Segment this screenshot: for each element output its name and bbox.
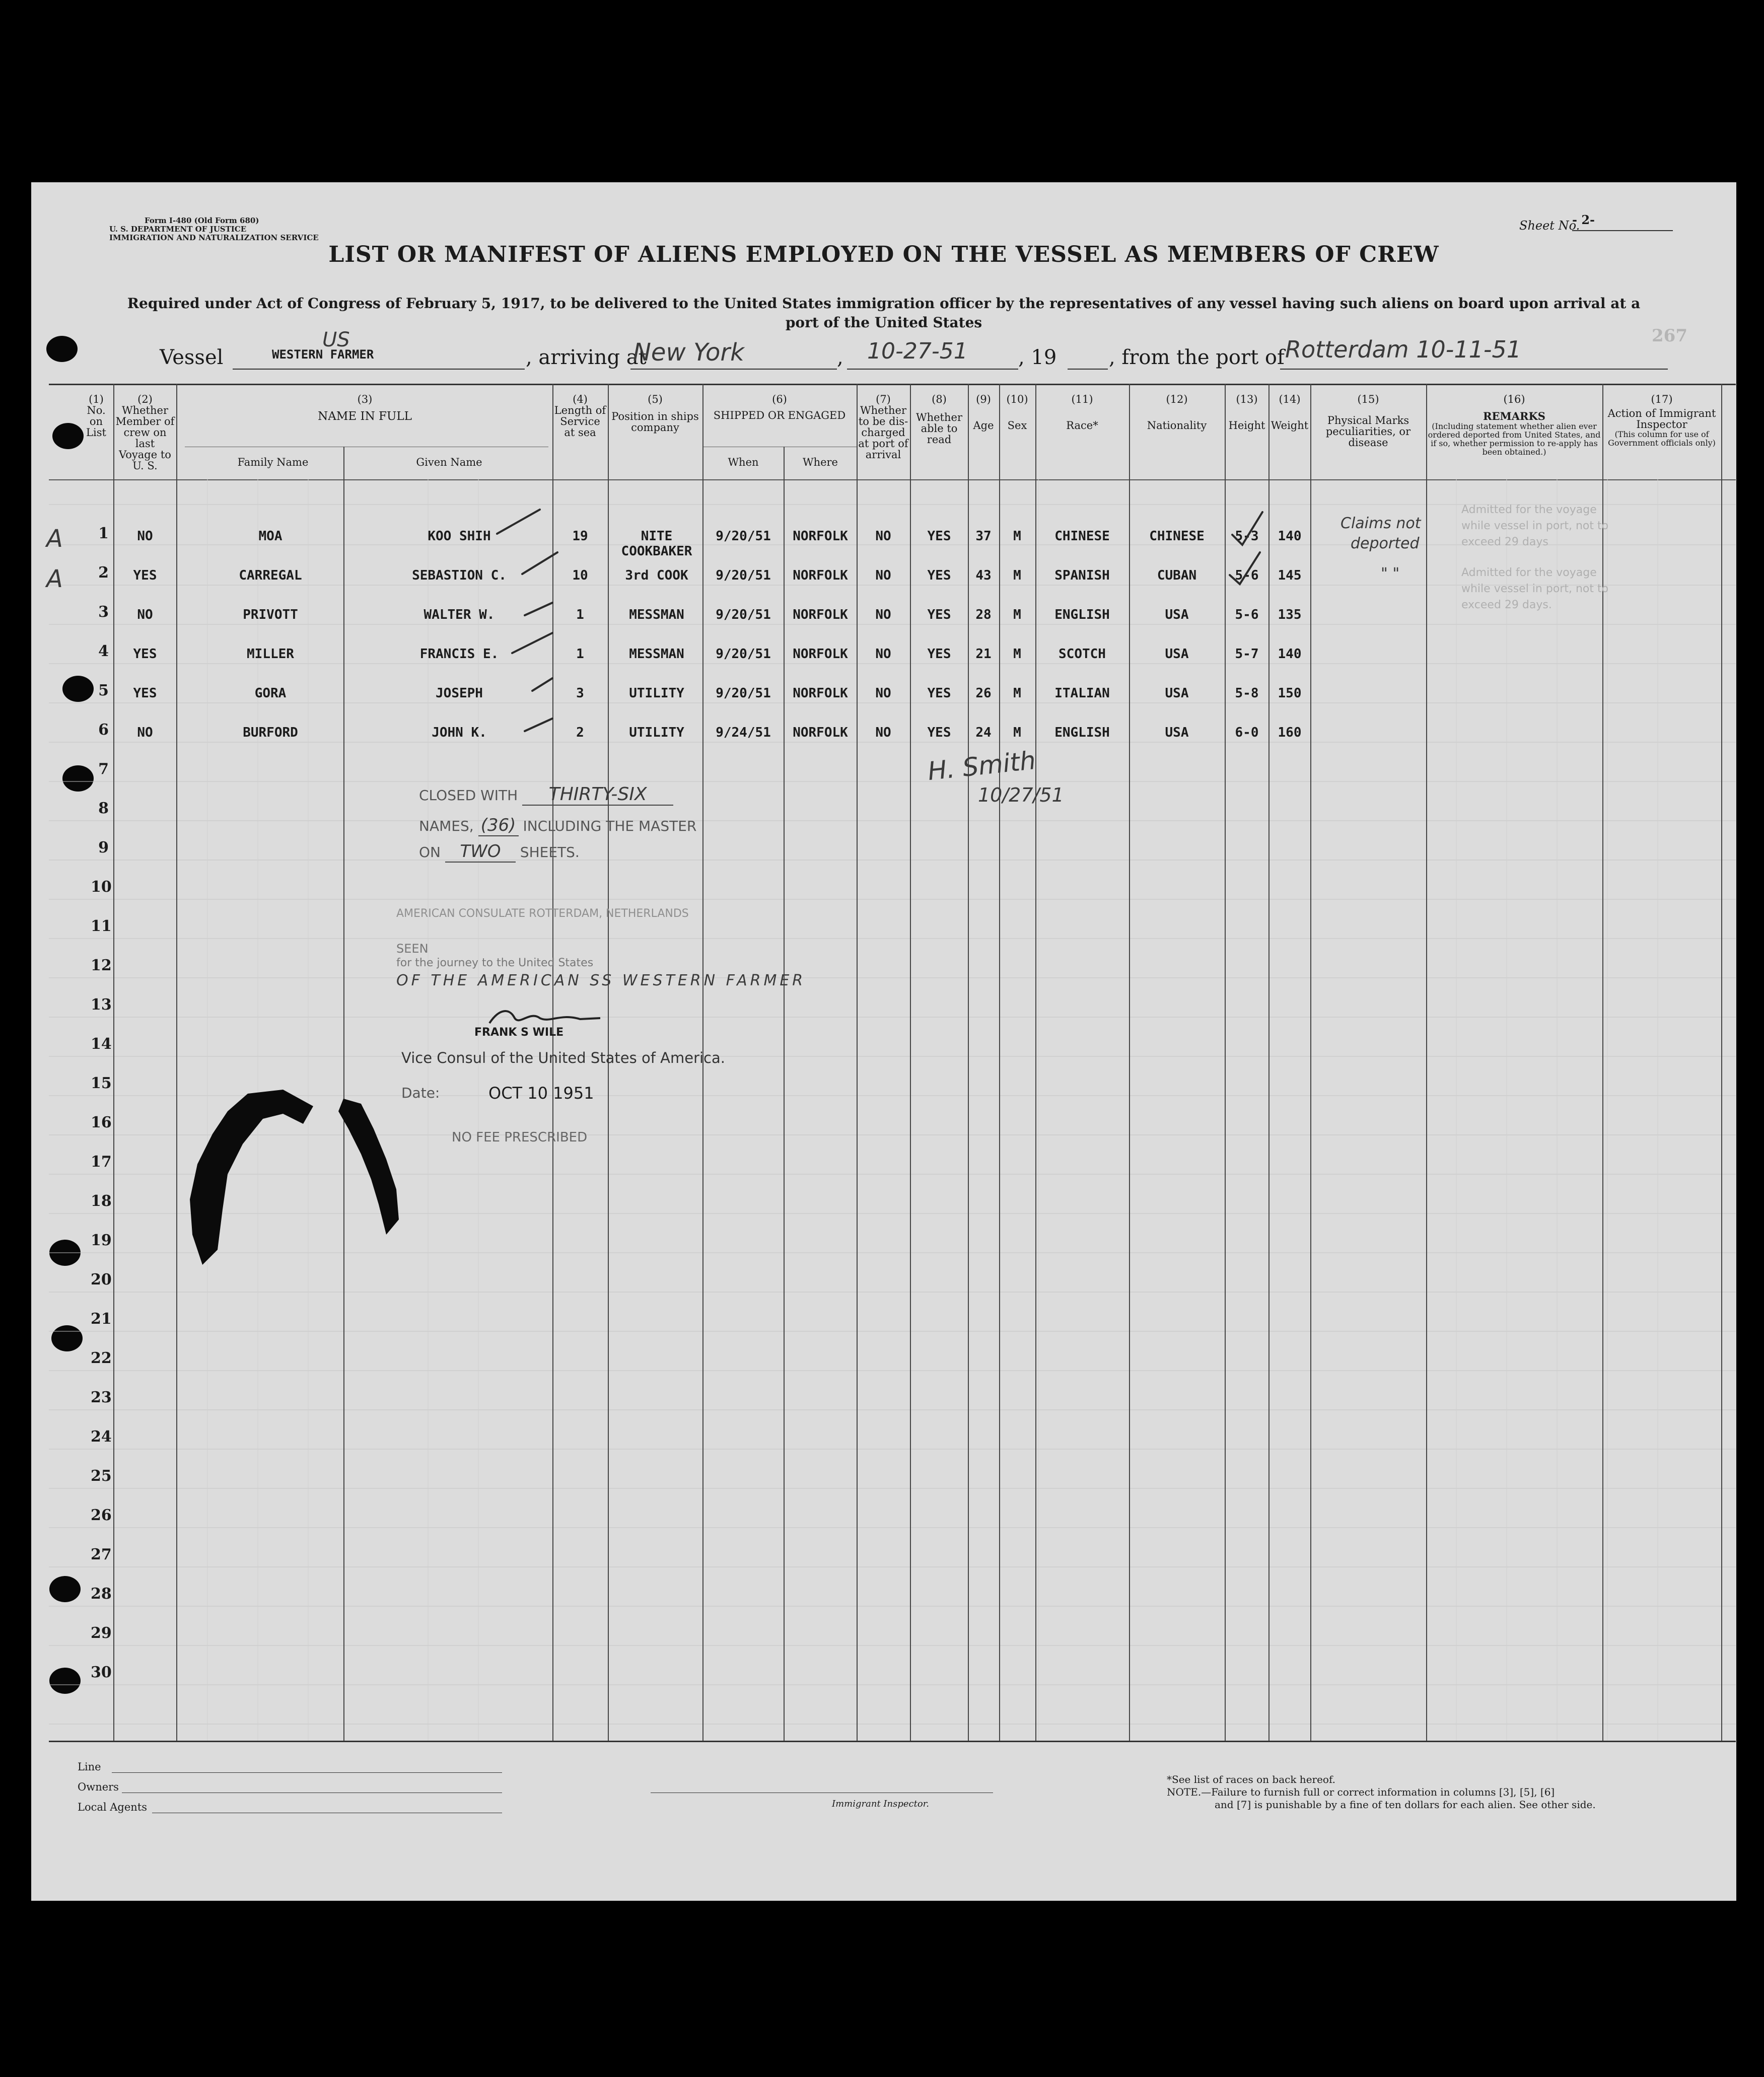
crew-family-name: PRIVOTT bbox=[243, 607, 298, 622]
crew-service-length: 1 bbox=[576, 607, 584, 622]
crew-able-to-read: YES bbox=[927, 725, 951, 740]
row-number: 22 bbox=[91, 1349, 112, 1367]
col-header-read: (8) Whether able to read bbox=[916, 393, 962, 446]
crew-prev-voyage: NO bbox=[137, 607, 153, 622]
crew-nationality: USA bbox=[1165, 607, 1189, 622]
crew-nationality: USA bbox=[1165, 686, 1189, 701]
row-number: 4 bbox=[98, 642, 109, 660]
closing-stamp: CLOSED WITH THIRTY-SIX NAMES, (36) INCLUDING THE MASTER ON TWO SHEETS. bbox=[419, 784, 697, 862]
col-header-previous-voyage: (2) Whether Member of crew on last Voyage to U. S. bbox=[115, 393, 175, 472]
crew-prev-voyage: NO bbox=[137, 529, 153, 544]
col-header-age: (9) Age bbox=[973, 393, 994, 432]
crew-weight: 135 bbox=[1278, 607, 1302, 622]
crew-family-name: MOA bbox=[258, 529, 283, 544]
crew-age: 26 bbox=[975, 686, 992, 701]
crew-family-name: BURFORD bbox=[243, 725, 298, 740]
tick-mark bbox=[512, 633, 552, 653]
crew-shipped-where: NORFOLK bbox=[793, 725, 848, 740]
margin-mark: A bbox=[46, 565, 63, 593]
crew-position: UTILITY bbox=[629, 725, 684, 740]
crew-given-name: WALTER W. bbox=[424, 607, 495, 622]
arrival-date-handwritten: 10-27-51 bbox=[867, 338, 968, 364]
footer-owners-label: Owners bbox=[78, 1781, 119, 1793]
tick-mark bbox=[497, 510, 540, 534]
physical-marks-note: deported bbox=[1351, 535, 1420, 552]
row-number: 14 bbox=[91, 1035, 112, 1053]
department-name: U. S. DEPARTMENT OF JUSTICE bbox=[109, 225, 247, 234]
row-number: 16 bbox=[91, 1114, 112, 1131]
crew-age: 37 bbox=[975, 529, 992, 544]
consulate-vessel: OF THE AMERICAN SS WESTERN FARMER bbox=[396, 972, 806, 989]
tick-mark bbox=[532, 678, 552, 691]
vessel-label: Vessel bbox=[160, 346, 224, 369]
crew-sex: M bbox=[1013, 647, 1021, 662]
crew-able-to-read: YES bbox=[927, 568, 951, 583]
crew-service-length: 3 bbox=[576, 686, 584, 701]
col-header-inspector-action: (17) Action of Immigrant Inspector (This column for use of Government officials only) bbox=[1607, 393, 1716, 448]
crew-service-length: 1 bbox=[576, 647, 584, 662]
physical-marks-note: Claims not bbox=[1340, 515, 1421, 532]
col-header-discharge: (7) Whether to be dis-charged at port of arrival bbox=[858, 393, 908, 461]
crew-service-length: 19 bbox=[572, 529, 588, 544]
margin-mark: A bbox=[46, 525, 63, 553]
footer-inspector-label: Immigrant Inspector. bbox=[832, 1799, 930, 1809]
crew-given-name: JOSEPH bbox=[436, 686, 483, 701]
crew-discharge: NO bbox=[875, 647, 891, 662]
row-number: 18 bbox=[91, 1192, 112, 1210]
row-number: 27 bbox=[91, 1546, 112, 1563]
crew-race: ITALIAN bbox=[1054, 686, 1110, 701]
consulate-seen: SEEN bbox=[396, 942, 429, 956]
crew-height: 6-0 bbox=[1235, 725, 1259, 740]
col-header-position: (5) Position in ships company bbox=[611, 393, 699, 434]
crew-nationality: CHINESE bbox=[1149, 529, 1205, 544]
col-header-name: (3) NAME IN FULL bbox=[318, 393, 412, 423]
row-number: 15 bbox=[91, 1075, 112, 1092]
crew-sex: M bbox=[1013, 607, 1021, 622]
crew-discharge: NO bbox=[875, 725, 891, 740]
footer-line-label: Line bbox=[78, 1761, 101, 1773]
col-header-remarks: (16) REMARKS (Including statement whether alien ever ordered deported from United States, and if so, whether permission to re-apply has been obtained.) bbox=[1428, 393, 1601, 457]
crew-shipped-where: NORFOLK bbox=[793, 686, 848, 701]
crew-shipped-where: NORFOLK bbox=[793, 568, 848, 583]
crew-weight: 160 bbox=[1278, 725, 1302, 740]
crew-shipped-where: NORFOLK bbox=[793, 607, 848, 622]
crew-able-to-read: YES bbox=[927, 647, 951, 662]
footer-agents-label: Local Agents bbox=[78, 1801, 148, 1813]
form-number: Form I-480 (Old Form 680) bbox=[145, 216, 259, 225]
row-number: 3 bbox=[98, 603, 109, 621]
col-header-weight: (14) Weight bbox=[1271, 393, 1309, 432]
crew-shipped-when: 9/20/51 bbox=[716, 686, 771, 701]
crew-prev-voyage: YES bbox=[133, 686, 157, 701]
crew-given-name: KOO SHIH bbox=[428, 529, 491, 544]
row-number: 2 bbox=[98, 564, 109, 582]
page-subtitle: Required under Act of Congress of February 5, 1917, to be delivered to the United States immigration officer by the representatives of any vessel having such aliens on board upon arrival at a port of the United States bbox=[127, 295, 1641, 331]
row-number: 29 bbox=[91, 1624, 112, 1642]
crew-age: 43 bbox=[975, 568, 992, 583]
crew-height: 5-6 bbox=[1235, 607, 1259, 622]
physical-marks-note: " " bbox=[1381, 565, 1400, 583]
col-header-family-name: Family Name bbox=[237, 456, 309, 468]
crew-weight: 140 bbox=[1278, 529, 1302, 544]
crew-shipped-where: NORFOLK bbox=[793, 529, 848, 544]
crew-sex: M bbox=[1013, 686, 1021, 701]
row-number: 25 bbox=[91, 1467, 112, 1485]
crew-height: 5-3 bbox=[1235, 529, 1259, 544]
crew-given-name: SEBASTION C. bbox=[412, 568, 507, 583]
crew-position: MESSMAN bbox=[629, 607, 684, 622]
crew-race: SPANISH bbox=[1054, 568, 1110, 583]
crew-sex: M bbox=[1013, 568, 1021, 583]
footer-notes: *See list of races on back hereof. NOTE.—Failure to furnish full or correct information in columns [3], [5], [6] and [7] is punishable by a fine of ten dollars for each alien. See other side. bbox=[1167, 1773, 1596, 1811]
tick-mark bbox=[525, 719, 552, 731]
crew-sex: M bbox=[1013, 725, 1021, 740]
consulate-journey: for the journey to the United States bbox=[396, 957, 594, 969]
row-number: 7 bbox=[98, 760, 109, 778]
crew-age: 28 bbox=[975, 607, 992, 622]
remarks-stamp-row1: Admitted for the voyage while vessel in port, not to exceed 29 days bbox=[1461, 504, 1609, 548]
crew-weight: 140 bbox=[1278, 647, 1302, 662]
crew-able-to-read: YES bbox=[927, 529, 951, 544]
crew-position: UTILITY bbox=[629, 686, 684, 701]
check-mark bbox=[1230, 552, 1260, 584]
col-header-when: When bbox=[728, 456, 759, 468]
row-number: 10 bbox=[91, 878, 112, 896]
consul-date-label: Date: bbox=[401, 1085, 440, 1101]
crew-prev-voyage: YES bbox=[133, 568, 157, 583]
col-header-where: Where bbox=[802, 456, 838, 468]
row-number: 13 bbox=[91, 996, 112, 1014]
crew-family-name: CARREGAL bbox=[239, 568, 302, 583]
crew-given-name: FRANCIS E. bbox=[419, 647, 499, 662]
crew-given-name: JOHN K. bbox=[432, 725, 487, 740]
crew-family-name: MILLER bbox=[247, 647, 294, 662]
row-number: 8 bbox=[98, 800, 109, 817]
crew-shipped-when: 9/20/51 bbox=[716, 647, 771, 662]
vessel-name: WESTERN FARMER bbox=[272, 347, 374, 362]
sheet-number: - 2- bbox=[1572, 212, 1595, 227]
col-header-list-no: (1) No. on List bbox=[86, 393, 106, 439]
row-number: 5 bbox=[98, 682, 109, 699]
crew-race: CHINESE bbox=[1054, 529, 1110, 544]
col-header-nationality: (12) Nationality bbox=[1147, 393, 1207, 432]
crew-height: 5-6 bbox=[1235, 568, 1259, 583]
row-number: 23 bbox=[91, 1389, 112, 1406]
col-header-given-name: Given Name bbox=[416, 456, 482, 468]
vessel-prefix-handwritten: US bbox=[322, 328, 350, 351]
row-number: 30 bbox=[91, 1664, 112, 1681]
row-number: 24 bbox=[91, 1428, 112, 1446]
row-number: 20 bbox=[91, 1271, 112, 1288]
consul-date: OCT 10 1951 bbox=[488, 1084, 594, 1103]
col-header-physical-marks: (15) Physical Marks peculiarities, or disease bbox=[1325, 393, 1411, 449]
row-number: 17 bbox=[91, 1153, 112, 1171]
consul-title: Vice Consul of the United States of America. bbox=[401, 1049, 725, 1066]
row-number: 1 bbox=[98, 525, 109, 542]
crew-nationality: USA bbox=[1165, 647, 1189, 662]
crew-race: SCOTCH bbox=[1059, 647, 1106, 662]
crew-discharge: NO bbox=[875, 607, 891, 622]
manifest-sheet: Form I-480 (Old Form 680) U. S. DEPARTMENT OF JUSTICE IMMIGRATION AND NATURALIZATION SERVICE Sheet No. - 2- 267 LIST OR MANIFEST OF ALIENS EMPLOYED ON THE VESSEL AS MEMBERS OF CREW Required under Act of Congress of February 5, 1917, to be delivered to the United States immigration officer by the representatives of any vessel having such aliens on board upon arrival at a port of the United States Vessel US WESTERN FARMER , arriving at New York , 10-27-51 , 19 , from the port of Rotterdam 10-11-51 (1) No. on List (2) Whether Member of crew on last Voyage to U. S. (3) NAME IN FULL Family Name Given Name (4) Length of Service at sea (5) Position in ships company (6) SHIPPED OR ENGAGED When Where (7) Whether to be dis-charged at port of arrival (8) Whether able to read (9) Age (10) Sex (11) Race* (12) Nationality (13) Height (14) Weight (15) Physical Marks peculiarities, or disease (16) REMARKS (Including statement whether alien ever ordered deported from United States, and if so, whether permission to re-apply has been obtained.) (17) Action of Immigrant Inspector (This column for use of Government officials only) 1 2 3 4 5 6 7 8 9 10 11 12 13 14 15 16 17 18 19 20 21 22 23 24 25 26 27 28 29 30 A A NO MOA KOO SHIH 19 NITE COOKBAKER 9/20/51 NORFOLK NO YES 37 M CHINESE CHINESE 5-3 140 YES CARREGAL SEBASTION C. 10 3rd COOK 9/20/51 NORFOLK NO YES 43 M SPANISH CUBAN 5-6 145 NO PRIVOTT WALTER W. 1 MESSMAN 9/20/51 NORFOLK NO YES 28 M ENGLISH USA 5-6 135 YES MILLER FRANCIS E. 1 MESSMAN 9/20/51 NORFOLK NO YES 21 M SCOTCH USA 5-7 140 YES GORA JOSEPH 3 UTILITY 9/20/51 NORFOLK NO YES 26 M ITALIAN USA 5-8 150 NO BURFORD JOHN K. 2 UTILITY 9/24/51 NORFOLK NO YES 24 M ENGLISH USA 6-0 160 Claims not deported " " Admitted for the voyage while vessel in port, not to exceed 29 days Admitted for the voyage while vessel in port, not to exceed 29 days. H. Smith 10/27/51 CLOSED WITH THIRTY-SIX NAMES, (36) INCLUDING THE MASTER ON TWO SHEETS. AMERICAN CONSULATE ROTTERDAM, NETHERLANDS SEEN for the journey to the United States OF THE AMERICAN SS WESTERN FARMER FRANK S WILE Vice Consul of the United States of America. Date: OCT 10 1951 NO FEE PRESCRIBED Line Owners Local Agents Immigrant Inspector. *See list of races on back hereof. NOTE.—Failure to furnish full or correct information in columns [3], [5], [6] and [7] is punishable by a fine of ten dollars for each alien. See other side. bbox=[31, 182, 1736, 1901]
crew-height: 5-8 bbox=[1235, 686, 1259, 701]
row-number: 12 bbox=[91, 957, 112, 974]
ink-blot-damage bbox=[162, 1084, 444, 1295]
col-header-sex: (10) Sex bbox=[1006, 393, 1028, 432]
crew-nationality: USA bbox=[1165, 725, 1189, 740]
from-port-label: , from the port of bbox=[1109, 346, 1285, 369]
row-number: 28 bbox=[91, 1585, 112, 1603]
sheet-no-label: Sheet No. bbox=[1519, 219, 1580, 233]
crew-age: 24 bbox=[975, 725, 992, 740]
consul-name: FRANK S WILE bbox=[474, 1026, 564, 1039]
crew-position: NITE COOKBAKER bbox=[621, 529, 692, 559]
crew-prev-voyage: NO bbox=[137, 725, 153, 740]
row-number: 6 bbox=[98, 721, 109, 739]
crew-service-length: 10 bbox=[572, 568, 588, 583]
tick-mark bbox=[525, 603, 552, 615]
crew-shipped-when: 9/20/51 bbox=[716, 568, 771, 583]
tick-marks-layer bbox=[31, 182, 1736, 1901]
crew-shipped-when: 9/24/51 bbox=[716, 725, 771, 740]
arrival-port-handwritten: New York bbox=[633, 338, 744, 367]
row-number: 26 bbox=[91, 1507, 112, 1524]
crew-position: MESSMAN bbox=[629, 647, 684, 662]
crew-discharge: NO bbox=[875, 568, 891, 583]
crew-height: 5-7 bbox=[1235, 647, 1259, 662]
departure-handwritten: Rotterdam 10-11-51 bbox=[1285, 336, 1522, 363]
crew-position: 3rd COOK bbox=[625, 568, 688, 583]
arriving-label: , arriving at bbox=[526, 346, 647, 369]
check-mark bbox=[1232, 512, 1262, 545]
inspector-initials: H. Smith bbox=[926, 745, 1037, 786]
col-header-race: (11) Race* bbox=[1066, 393, 1098, 432]
consulate-name: AMERICAN CONSULATE ROTTERDAM, NETHERLANDS bbox=[396, 907, 689, 920]
crew-weight: 150 bbox=[1278, 686, 1302, 701]
col-header-service-length: (4) Length of Service at sea bbox=[554, 393, 606, 439]
consul-fee-note: NO FEE PRESCRIBED bbox=[452, 1130, 588, 1145]
service-name: IMMIGRATION AND NATURALIZATION SERVICE bbox=[109, 233, 319, 242]
crew-nationality: CUBAN bbox=[1157, 568, 1197, 583]
crew-shipped-where: NORFOLK bbox=[793, 647, 848, 662]
crew-race: ENGLISH bbox=[1054, 725, 1110, 740]
col-header-shipped: (6) SHIPPED OR ENGAGED bbox=[713, 393, 846, 421]
crew-able-to-read: YES bbox=[927, 686, 951, 701]
crew-family-name: GORA bbox=[254, 686, 287, 701]
crew-weight: 145 bbox=[1278, 568, 1302, 583]
crew-age: 21 bbox=[975, 647, 992, 662]
crew-discharge: NO bbox=[875, 686, 891, 701]
page-number-stamp: 267 bbox=[1652, 326, 1687, 346]
inspector-date: 10/27/51 bbox=[978, 784, 1064, 806]
crew-sex: M bbox=[1013, 529, 1021, 544]
crew-able-to-read: YES bbox=[927, 607, 951, 622]
row-number: 21 bbox=[91, 1310, 112, 1328]
crew-shipped-when: 9/20/51 bbox=[716, 607, 771, 622]
row-number: 11 bbox=[91, 917, 112, 935]
crew-shipped-when: 9/20/51 bbox=[716, 529, 771, 544]
crew-discharge: NO bbox=[875, 529, 891, 544]
row-number: 9 bbox=[98, 839, 109, 856]
crew-prev-voyage: YES bbox=[133, 647, 157, 662]
year-label: , 19 bbox=[1018, 346, 1057, 369]
remarks-stamp-row2: Admitted for the voyage while vessel in port, not to exceed 29 days. bbox=[1461, 566, 1609, 611]
tick-mark bbox=[522, 552, 557, 574]
crew-race: ENGLISH bbox=[1054, 607, 1110, 622]
row-number: 19 bbox=[91, 1232, 112, 1249]
page-title: LIST OR MANIFEST OF ALIENS EMPLOYED ON THE VESSEL AS MEMBERS OF CREW bbox=[328, 242, 1439, 267]
crew-service-length: 2 bbox=[576, 725, 584, 740]
col-header-height: (13) Height bbox=[1228, 393, 1265, 432]
